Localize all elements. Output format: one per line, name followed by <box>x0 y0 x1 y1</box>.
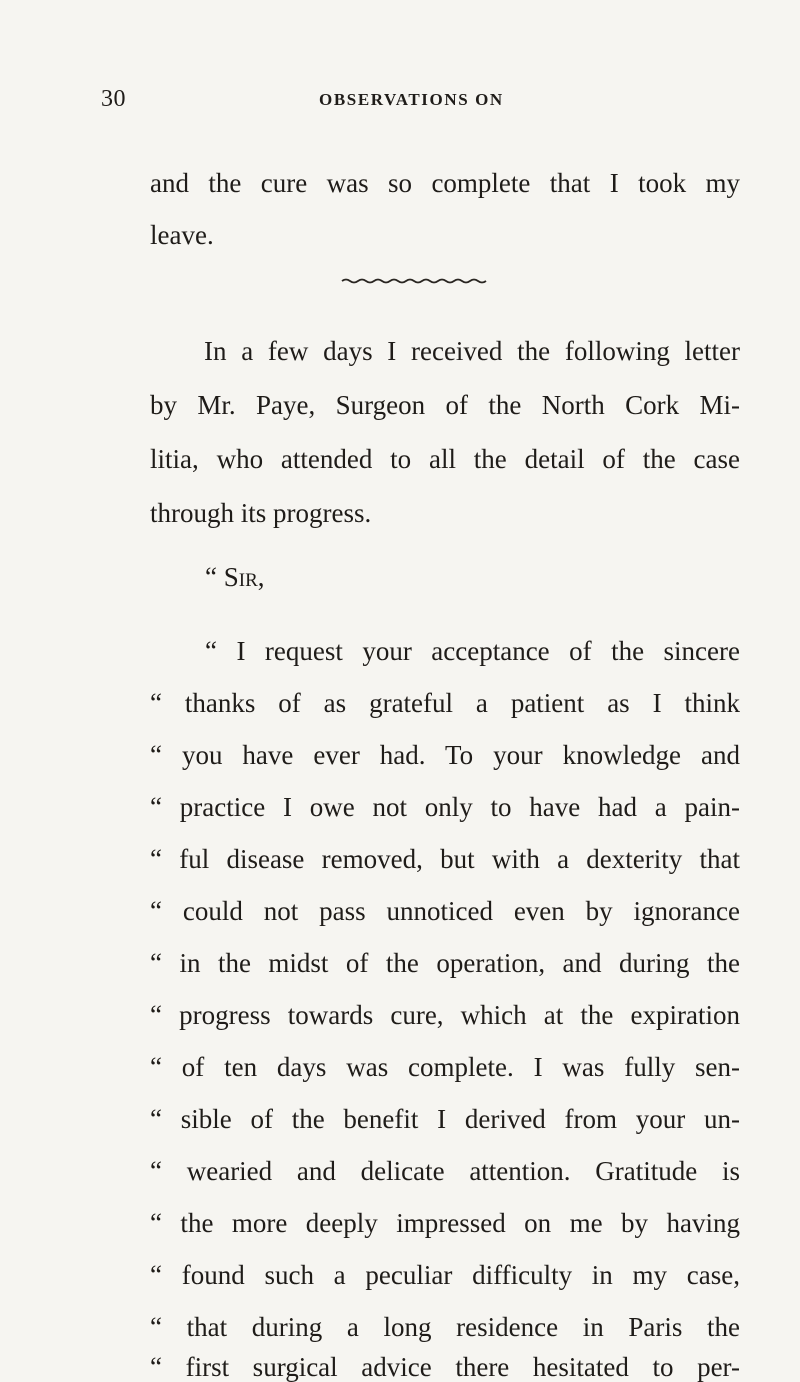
running-head: OBSERVATIONS ON <box>319 90 504 109</box>
letter-line: “ of ten days was complete. I was fully sen- <box>150 1052 740 1082</box>
text-line: by Mr. Paye, Surgeon of the North Cork Mi- <box>150 390 740 420</box>
text-line: and the cure was so complete that I took my <box>150 168 740 198</box>
letter-salutation: “ Sir, <box>205 562 265 592</box>
letter-line: “ sible of the benefit I derived from your un- <box>150 1104 740 1134</box>
text-line: leave. <box>150 220 214 250</box>
page-header <box>101 86 721 116</box>
ornamental-divider <box>340 278 488 284</box>
letter-line: “ practice I owe not only to have had a pain- <box>150 792 740 822</box>
page-number: 30 <box>101 86 126 112</box>
text-line: litia, who attended to all the detail of the case <box>150 444 740 474</box>
text-line: In a few days I received the following letter <box>204 336 740 366</box>
letter-line: “ I request your acceptance of the sincere <box>205 636 740 666</box>
letter-line: “ you have ever had. To your knowledge and <box>150 740 740 770</box>
letter-line: “ in the midst of the operation, and during the <box>150 948 740 978</box>
letter-line: “ found such a peculiar difficulty in my case, <box>150 1260 740 1290</box>
letter-line: “ wearied and delicate attention. Gratitude is <box>150 1156 740 1186</box>
letter-line: “ the more deeply impressed on me by having <box>150 1208 740 1238</box>
letter-line: “ thanks of as grateful a patient as I think <box>150 688 740 718</box>
letter-line: “ that during a long residence in Paris the <box>150 1312 740 1342</box>
letter-line: “ ful disease removed, but with a dexterity that <box>150 844 740 874</box>
text-line: through its progress. <box>150 498 372 528</box>
letter-line: “ first surgical advice there hesitated to per- <box>150 1352 740 1382</box>
letter-line: “ could not pass unnoticed even by ignorance <box>150 896 740 926</box>
letter-line: “ progress towards cure, which at the expiration <box>150 1000 740 1030</box>
